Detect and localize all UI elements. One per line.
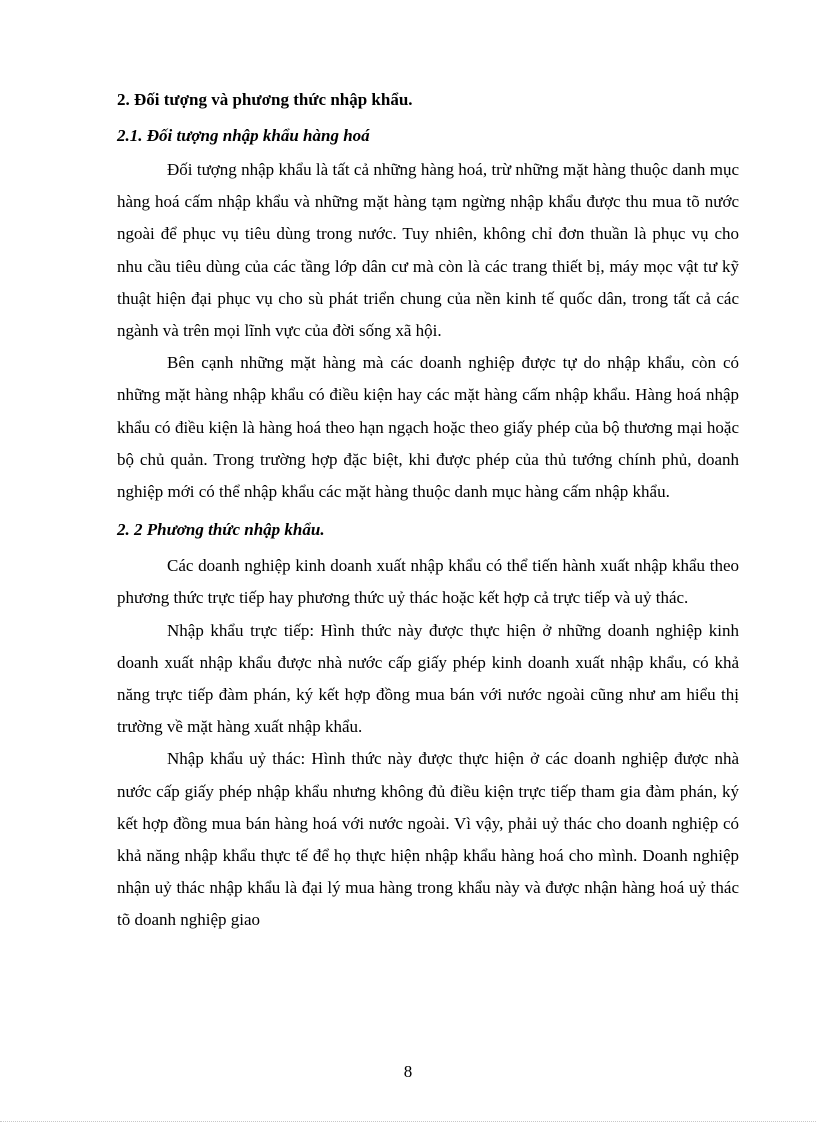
paragraph-entrusted-import: Nhập khẩu uỷ thác: Hình thức này được thực hiện ở các doanh nghiệp được nhà nước cấp giấy phép nhập khẩu nhưng không đủ điều kiện trực tiếp tham gia đàm phán, ký kết hợp đồng mua bán hàng hoá với nước ngoài. Vì vậy, phải uỷ thác cho doanh nghiệp có khả năng nhập khẩu thực tế để họ thực hiện nhập khẩu hàng hoá cho mình. Doanh nghiệp nhận uỷ thác nhập khẩu là đại lý mua hàng trong khẩu này và được nhận hàng hoá uỷ thác tõ doanh nghiệp giao	[117, 749, 739, 930]
paragraph-import-objects: Đối tượng nhập khẩu là tất cả những hàng hoá, trừ những mặt hàng thuộc danh mục hàng hoá cấm nhập khẩu và những mặt hàng tạm ngừng nhập khẩu được thu mua tõ nước ngoài để phục vụ tiêu dùng trong nước. Tuy nhiên, không chỉ đơn thuần là phục vụ cho nhu cầu tiêu dùng của các tầng lớp dân cư mà còn là các trang thiết bị, máy mọc vật tư kỹ thuật hiện đại phục vụ cho sù phát triển chung của nền kinh tế quốc dân, trong tất cả các ngành và trên mọi lĩnh vực của đời sống xã hội.	[117, 160, 739, 341]
page-content	[117, 84, 739, 937]
subsection-heading-objects: 2.1. Đối tượng nhập khẩu hàng hoá	[117, 126, 370, 145]
paragraph-import-methods: Các doanh nghiệp kinh doanh xuất nhập khẩu có thể tiến hành xuất nhập khẩu theo phương thức trực tiếp hay phương thức uỷ thác hoặc kết hợp cả trực tiếp và uỷ thác.	[117, 556, 739, 608]
paragraph-conditional-goods: Bên cạnh những mặt hàng mà các doanh nghiệp được tự do nhập khẩu, còn có những mặt hàng nhập khẩu có điều kiện hay các mặt hàng cấm nhập khẩu. Hàng hoá nhập khẩu có điều kiện là hàng hoá theo hạn ngạch hoặc theo giấy phép của bộ thương mại hoặc bộ chủ quản. Trong trường hợp đặc biệt, khi được phép của thủ tướng chính phủ, doanh nghiệp mới có thể nhập khẩu các mặt hàng thuộc danh mục hàng cấm nhập khẩu.	[117, 353, 739, 502]
page-bottom-divider	[0, 1121, 816, 1122]
subsection-heading-methods: 2. 2 Phương thức nhập khẩu.	[117, 520, 325, 540]
page-number: 8	[403, 1062, 413, 1081]
paragraph-direct-import: Nhập khẩu trực tiếp: Hình thức này được thực hiện ở những doanh nghiệp kinh doanh xuất nhập khẩu được nhà nước cấp giấy phép kinh doanh xuất nhập khẩu, có khả năng trực tiếp đàm phán, ký kết hợp đồng mua bán với nước ngoài cũng như am hiểu thị trường về mặt hàng xuất nhập khẩu.	[117, 620, 739, 737]
section-heading: 2. Đối tượng và phương thức nhập khẩu.	[117, 90, 413, 109]
